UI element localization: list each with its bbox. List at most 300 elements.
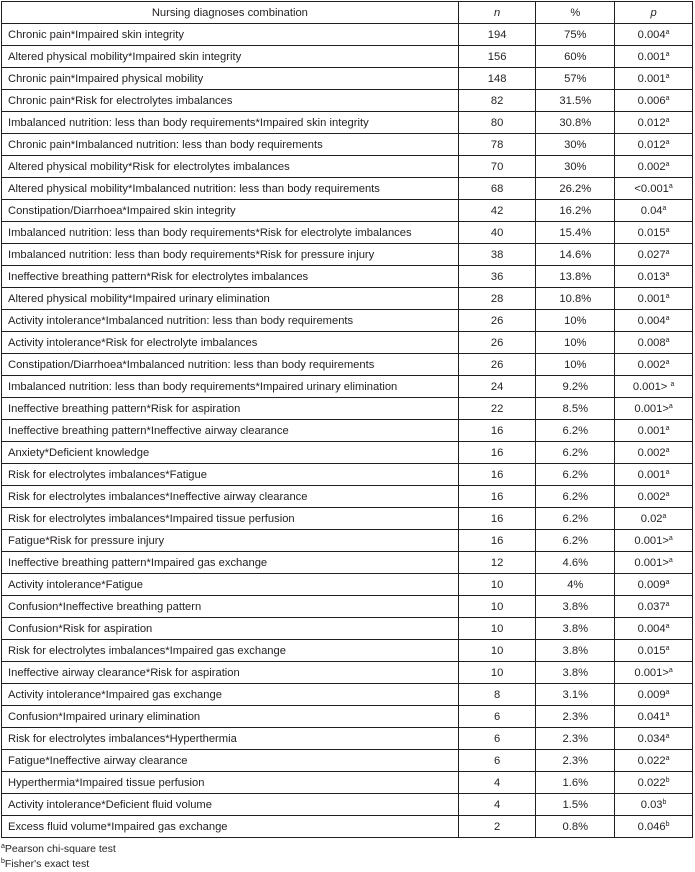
cell-p-text: 0.015 bbox=[637, 226, 666, 239]
table-row bbox=[2, 772, 693, 794]
cell-n bbox=[458, 288, 536, 310]
cell-n bbox=[458, 662, 536, 684]
cell-combination-text: Confusion*Risk for aspiration bbox=[8, 622, 153, 635]
cell-percent-text: 26.2% bbox=[559, 182, 592, 195]
cell-percent bbox=[536, 596, 615, 618]
cell-p-text: 0.008 bbox=[637, 336, 666, 349]
cell-n-text: 4 bbox=[493, 776, 501, 789]
p-footnote-mark: a bbox=[665, 314, 670, 322]
cell-n bbox=[458, 640, 536, 662]
cell-n-text: 70 bbox=[490, 160, 504, 173]
cell-percent bbox=[536, 530, 615, 552]
cell-combination bbox=[2, 552, 459, 574]
cell-percent-text: 30.8% bbox=[559, 116, 592, 129]
cell-n-text: 148 bbox=[487, 72, 507, 85]
table-row bbox=[2, 442, 693, 464]
cell-p bbox=[615, 794, 693, 816]
cell-percent-text: 13.8% bbox=[559, 270, 592, 283]
cell-combination bbox=[2, 530, 459, 552]
table-row bbox=[2, 332, 693, 354]
p-footnote-mark: a bbox=[665, 710, 670, 718]
p-footnote-mark: b bbox=[665, 776, 670, 784]
cell-p-text: 0.034 bbox=[637, 732, 666, 745]
p-footnote-mark: a bbox=[665, 578, 670, 586]
cell-combination-text: Ineffective breathing pattern*Ineffective airway clearance bbox=[8, 424, 289, 437]
cell-percent-text: 4.6% bbox=[562, 556, 589, 569]
cell-combination-text: Risk for electrolytes imbalances*Impaired tissue perfusion bbox=[8, 512, 295, 525]
cell-combination-text: Ineffective breathing pattern*Risk for aspiration bbox=[8, 402, 241, 415]
cell-combination bbox=[2, 112, 459, 134]
cell-n-text: 10 bbox=[490, 578, 504, 591]
cell-p bbox=[615, 486, 693, 508]
cell-percent bbox=[536, 178, 615, 200]
cell-percent bbox=[536, 464, 615, 486]
cell-percent-text: 10% bbox=[564, 314, 587, 327]
cell-p bbox=[615, 750, 693, 772]
cell-n-text: 78 bbox=[490, 138, 504, 151]
cell-combination bbox=[2, 376, 459, 398]
cell-percent bbox=[536, 244, 615, 266]
cell-n bbox=[458, 552, 536, 574]
table-row bbox=[2, 508, 693, 530]
cell-percent-text: 3.1% bbox=[562, 688, 589, 701]
cell-n-text: 6 bbox=[493, 754, 501, 767]
p-footnote-mark: a bbox=[668, 402, 673, 410]
cell-percent bbox=[536, 200, 615, 222]
cell-n bbox=[458, 178, 536, 200]
cell-combination bbox=[2, 178, 459, 200]
cell-combination-text: Chronic pain*Imbalanced nutrition: less than body requirements bbox=[8, 138, 323, 151]
table-row bbox=[2, 288, 693, 310]
cell-combination bbox=[2, 486, 459, 508]
cell-percent-text: 4% bbox=[567, 578, 584, 591]
cell-n bbox=[458, 442, 536, 464]
cell-p-text: 0.013 bbox=[637, 270, 666, 283]
cell-p-text: 0.012 bbox=[637, 116, 666, 129]
cell-p bbox=[615, 596, 693, 618]
cell-n-text: 26 bbox=[490, 336, 504, 349]
cell-combination bbox=[2, 442, 459, 464]
table-row bbox=[2, 156, 693, 178]
p-footnote-mark: a bbox=[665, 490, 670, 498]
cell-combination-text: Imbalanced nutrition: less than body requirements*Impaired urinary elimination bbox=[8, 380, 398, 393]
cell-percent bbox=[536, 442, 615, 464]
cell-combination bbox=[2, 816, 459, 838]
cell-p-text: 0.022 bbox=[637, 776, 666, 789]
p-footnote-mark: a bbox=[665, 94, 670, 102]
table-row bbox=[2, 134, 693, 156]
cell-p-text: 0.001 bbox=[637, 72, 666, 85]
cell-percent-text: 30% bbox=[564, 160, 587, 173]
cell-n-text: 16 bbox=[490, 534, 504, 547]
header-n: n bbox=[458, 2, 536, 24]
table-row bbox=[2, 596, 693, 618]
cell-combination-text: Chronic pain*Impaired skin integrity bbox=[8, 28, 184, 41]
cell-p bbox=[615, 178, 693, 200]
cell-p bbox=[615, 266, 693, 288]
cell-percent bbox=[536, 310, 615, 332]
cell-n-text: 68 bbox=[490, 182, 504, 195]
cell-n bbox=[458, 244, 536, 266]
footnote-mark: a bbox=[1, 843, 5, 850]
cell-n bbox=[458, 530, 536, 552]
cell-n-text: 42 bbox=[490, 204, 504, 217]
cell-percent bbox=[536, 266, 615, 288]
cell-combination-text: Imbalanced nutrition: less than body requirements*Risk for pressure injury bbox=[8, 248, 375, 261]
cell-p bbox=[615, 552, 693, 574]
cell-percent-text: 57% bbox=[564, 72, 587, 85]
table-row bbox=[2, 816, 693, 838]
cell-n bbox=[458, 156, 536, 178]
cell-percent bbox=[536, 134, 615, 156]
table-row bbox=[2, 354, 693, 376]
cell-percent bbox=[536, 684, 615, 706]
cell-n-text: 8 bbox=[493, 688, 501, 701]
cell-p-text: 0.001> bbox=[634, 534, 669, 547]
cell-percent bbox=[536, 222, 615, 244]
p-footnote-mark: a bbox=[665, 468, 670, 476]
cell-n bbox=[458, 772, 536, 794]
cell-percent bbox=[536, 90, 615, 112]
cell-p bbox=[615, 574, 693, 596]
cell-n-text: 6 bbox=[493, 732, 501, 745]
table-row bbox=[2, 706, 693, 728]
cell-p bbox=[615, 442, 693, 464]
cell-percent bbox=[536, 486, 615, 508]
cell-n-text: 10 bbox=[490, 622, 504, 635]
cell-p-text: 0.001 bbox=[637, 50, 666, 63]
cell-n bbox=[458, 332, 536, 354]
header-p: p bbox=[615, 2, 693, 24]
cell-percent bbox=[536, 728, 615, 750]
table-row bbox=[2, 574, 693, 596]
cell-combination bbox=[2, 398, 459, 420]
cell-p bbox=[615, 354, 693, 376]
cell-n-text: 16 bbox=[490, 512, 504, 525]
cell-p bbox=[615, 530, 693, 552]
cell-percent-text: 3.8% bbox=[562, 622, 589, 635]
cell-p-text: 0.002 bbox=[637, 446, 666, 459]
cell-combination-text: Risk for electrolytes imbalances*Hyperthermia bbox=[8, 732, 237, 745]
cell-p-text: 0.004 bbox=[637, 622, 666, 635]
cell-p bbox=[615, 640, 693, 662]
cell-p-text: 0.001 bbox=[637, 292, 666, 305]
table-row bbox=[2, 310, 693, 332]
cell-p-text: 0.002 bbox=[637, 490, 666, 503]
cell-p-text: 0.004 bbox=[637, 28, 666, 41]
cell-p bbox=[615, 508, 693, 530]
cell-percent bbox=[536, 376, 615, 398]
cell-combination-text: Activity intolerance*Deficient fluid volume bbox=[8, 798, 212, 811]
cell-percent-text: 15.4% bbox=[559, 226, 592, 239]
cell-combination-text: Ineffective breathing pattern*Impaired gas exchange bbox=[8, 556, 268, 569]
cell-percent bbox=[536, 772, 615, 794]
cell-n-text: 16 bbox=[490, 424, 504, 437]
cell-percent bbox=[536, 332, 615, 354]
cell-p bbox=[615, 684, 693, 706]
table-header-row bbox=[2, 2, 693, 24]
cell-p bbox=[615, 46, 693, 68]
cell-percent-text: 0.8% bbox=[562, 820, 589, 833]
cell-n-text: 26 bbox=[490, 358, 504, 371]
cell-p bbox=[615, 90, 693, 112]
footnote-mark: b bbox=[1, 858, 5, 865]
cell-n-text: 82 bbox=[490, 94, 504, 107]
p-footnote-mark: a bbox=[665, 600, 670, 608]
cell-p-text: 0.015 bbox=[637, 644, 666, 657]
cell-combination bbox=[2, 24, 459, 46]
cell-percent-text: 9.2% bbox=[562, 380, 589, 393]
cell-n bbox=[458, 200, 536, 222]
p-footnote-mark: a bbox=[665, 28, 670, 36]
cell-percent bbox=[536, 816, 615, 838]
cell-n bbox=[458, 90, 536, 112]
footnotes bbox=[1, 842, 116, 872]
cell-percent bbox=[536, 618, 615, 640]
cell-p-text: 0.004 bbox=[637, 314, 666, 327]
cell-n-text: 12 bbox=[490, 556, 504, 569]
cell-percent bbox=[536, 794, 615, 816]
cell-percent bbox=[536, 750, 615, 772]
cell-combination bbox=[2, 200, 459, 222]
cell-p bbox=[615, 772, 693, 794]
cell-combination bbox=[2, 574, 459, 596]
cell-combination-text: Chronic pain*Impaired physical mobility bbox=[8, 72, 204, 85]
table-row bbox=[2, 486, 693, 508]
footnote-b bbox=[1, 857, 116, 872]
cell-p-text: 0.037 bbox=[637, 600, 666, 613]
cell-percent bbox=[536, 398, 615, 420]
cell-n-text: 16 bbox=[490, 468, 504, 481]
cell-n-text: 24 bbox=[490, 380, 504, 393]
table-row bbox=[2, 640, 693, 662]
cell-percent-text: 31.5% bbox=[559, 94, 592, 107]
cell-percent-text: 10% bbox=[564, 358, 587, 371]
p-footnote-mark: a bbox=[665, 644, 670, 652]
cell-percent-text: 6.2% bbox=[562, 490, 589, 503]
p-footnote-mark: a bbox=[665, 754, 670, 762]
cell-p-text: 0.03 bbox=[640, 798, 663, 811]
cell-percent bbox=[536, 706, 615, 728]
table-row bbox=[2, 398, 693, 420]
cell-n-text: 2 bbox=[493, 820, 501, 833]
cell-combination-text: Risk for electrolytes imbalances*Fatigue bbox=[8, 468, 207, 481]
cell-combination bbox=[2, 222, 459, 244]
cell-percent-text: 1.5% bbox=[562, 798, 589, 811]
table-row bbox=[2, 530, 693, 552]
cell-combination-text: Fatigue*Risk for pressure injury bbox=[8, 534, 165, 547]
table-row bbox=[2, 552, 693, 574]
cell-percent bbox=[536, 24, 615, 46]
cell-combination-text: Altered physical mobility*Risk for electrolytes imbalances bbox=[8, 160, 290, 173]
cell-percent bbox=[536, 662, 615, 684]
cell-n bbox=[458, 816, 536, 838]
cell-combination-text: Altered physical mobility*Impaired urinary elimination bbox=[8, 292, 270, 305]
cell-combination bbox=[2, 640, 459, 662]
cell-combination-text: Excess fluid volume*Impaired gas exchange bbox=[8, 820, 228, 833]
cell-combination bbox=[2, 354, 459, 376]
cell-combination-text: Activity intolerance*Imbalanced nutrition: less than body requirements bbox=[8, 314, 354, 327]
cell-combination-text: Constipation/Diarrhoea*Imbalanced nutrition: less than body requirements bbox=[8, 358, 375, 371]
cell-p bbox=[615, 112, 693, 134]
footnote-text: Fisher's exact test bbox=[4, 858, 90, 870]
cell-combination bbox=[2, 288, 459, 310]
p-footnote-mark: a bbox=[665, 446, 670, 454]
cell-percent-text: 6.2% bbox=[562, 468, 589, 481]
cell-n bbox=[458, 728, 536, 750]
cell-n-text: 10 bbox=[490, 644, 504, 657]
cell-combination bbox=[2, 596, 459, 618]
cell-p bbox=[615, 706, 693, 728]
cell-p-text: 0.001> bbox=[634, 556, 669, 569]
cell-percent-text: 2.3% bbox=[562, 754, 589, 767]
cell-combination-text: Confusion*Ineffective breathing pattern bbox=[8, 600, 202, 613]
cell-p-text: 0.012 bbox=[637, 138, 666, 151]
table-row bbox=[2, 420, 693, 442]
cell-p-text: 0.001> bbox=[632, 380, 671, 393]
p-footnote-mark: a bbox=[665, 138, 670, 146]
cell-n-text: 26 bbox=[490, 314, 504, 327]
table-row bbox=[2, 684, 693, 706]
table-row bbox=[2, 68, 693, 90]
cell-p bbox=[615, 156, 693, 178]
cell-percent bbox=[536, 640, 615, 662]
cell-percent bbox=[536, 112, 615, 134]
cell-percent-text: 30% bbox=[564, 138, 587, 151]
cell-percent bbox=[536, 46, 615, 68]
cell-p bbox=[615, 618, 693, 640]
cell-p-text: 0.001> bbox=[634, 402, 669, 415]
cell-combination-text: Activity intolerance*Impaired gas exchange bbox=[8, 688, 222, 701]
cell-n-text: 16 bbox=[490, 490, 504, 503]
cell-p-text: 0.027 bbox=[637, 248, 666, 261]
p-footnote-mark: a bbox=[670, 380, 675, 388]
cell-percent-text: 6.2% bbox=[562, 534, 589, 547]
cell-n-text: 10 bbox=[490, 666, 504, 679]
cell-combination bbox=[2, 662, 459, 684]
cell-combination bbox=[2, 464, 459, 486]
cell-percent-text: 3.8% bbox=[562, 600, 589, 613]
cell-p bbox=[615, 420, 693, 442]
cell-p-text: 0.002 bbox=[637, 358, 666, 371]
cell-p bbox=[615, 134, 693, 156]
cell-n-text: 22 bbox=[490, 402, 504, 415]
cell-combination-text: Altered physical mobility*Impaired skin integrity bbox=[8, 50, 242, 63]
p-footnote-mark: a bbox=[665, 270, 670, 278]
cell-combination-text: Ineffective breathing pattern*Risk for electrolytes imbalances bbox=[8, 270, 309, 283]
cell-n bbox=[458, 684, 536, 706]
p-footnote-mark: a bbox=[668, 556, 673, 564]
cell-p bbox=[615, 200, 693, 222]
cell-combination-text: Fatigue*Ineffective airway clearance bbox=[8, 754, 188, 767]
cell-percent-text: 6.2% bbox=[562, 512, 589, 525]
cell-percent-text: 10% bbox=[564, 336, 587, 349]
cell-percent-text: 1.6% bbox=[562, 776, 589, 789]
cell-percent bbox=[536, 354, 615, 376]
p-footnote-mark: a bbox=[665, 622, 670, 630]
cell-p bbox=[615, 24, 693, 46]
cell-percent bbox=[536, 288, 615, 310]
cell-n-text: 40 bbox=[490, 226, 504, 239]
cell-combination bbox=[2, 90, 459, 112]
cell-p bbox=[615, 222, 693, 244]
cell-n bbox=[458, 134, 536, 156]
cell-combination bbox=[2, 134, 459, 156]
table-row bbox=[2, 46, 693, 68]
cell-p-text: 0.04 bbox=[640, 204, 663, 217]
cell-combination bbox=[2, 508, 459, 530]
p-footnote-mark: a bbox=[665, 336, 670, 344]
p-footnote-mark: a bbox=[665, 226, 670, 234]
cell-n-text: 36 bbox=[490, 270, 504, 283]
cell-n bbox=[458, 24, 536, 46]
cell-combination bbox=[2, 750, 459, 772]
cell-n-text: 38 bbox=[490, 248, 504, 261]
cell-n bbox=[458, 464, 536, 486]
footnote-text: Pearson chi-square test bbox=[4, 843, 116, 855]
cell-n bbox=[458, 750, 536, 772]
p-footnote-mark: b bbox=[665, 820, 670, 828]
table-row bbox=[2, 464, 693, 486]
table-row bbox=[2, 618, 693, 640]
cell-p bbox=[615, 288, 693, 310]
cell-percent-text: 6.2% bbox=[562, 424, 589, 437]
cell-p-text: 0.001 bbox=[637, 468, 666, 481]
cell-p bbox=[615, 68, 693, 90]
cell-n-text: 16 bbox=[490, 446, 504, 459]
cell-percent-text: 3.8% bbox=[562, 644, 589, 657]
cell-combination bbox=[2, 310, 459, 332]
cell-n-text: 4 bbox=[493, 798, 501, 811]
cell-n bbox=[458, 266, 536, 288]
cell-n bbox=[458, 46, 536, 68]
cell-combination-text: Altered physical mobility*Imbalanced nutrition: less than body requirements bbox=[8, 182, 380, 195]
table-row bbox=[2, 178, 693, 200]
cell-n bbox=[458, 112, 536, 134]
cell-percent-text: 14.6% bbox=[559, 248, 592, 261]
table-row bbox=[2, 728, 693, 750]
cell-n bbox=[458, 486, 536, 508]
cell-combination bbox=[2, 728, 459, 750]
cell-n bbox=[458, 508, 536, 530]
cell-combination bbox=[2, 156, 459, 178]
cell-combination-text: Ineffective airway clearance*Risk for aspiration bbox=[8, 666, 240, 679]
cell-combination-text: Chronic pain*Risk for electrolytes imbalances bbox=[8, 94, 233, 107]
p-footnote-mark: a bbox=[665, 116, 670, 124]
cell-n bbox=[458, 794, 536, 816]
cell-p-text: 0.02 bbox=[640, 512, 663, 525]
cell-combination-text: Confusion*Impaired urinary elimination bbox=[8, 710, 201, 723]
cell-percent-text: 6.2% bbox=[562, 446, 589, 459]
table-row bbox=[2, 90, 693, 112]
cell-percent-text: 3.8% bbox=[562, 666, 589, 679]
cell-combination-text: Activity intolerance*Risk for electrolyte imbalances bbox=[8, 336, 258, 349]
table-row bbox=[2, 750, 693, 772]
cell-p-text: 0.022 bbox=[637, 754, 666, 767]
cell-p-text: <0.001 bbox=[634, 182, 669, 195]
cell-combination bbox=[2, 420, 459, 442]
table-row bbox=[2, 244, 693, 266]
cell-p bbox=[615, 244, 693, 266]
cell-combination-text: Hyperthermia*Impaired tissue perfusion bbox=[8, 776, 205, 789]
cell-p bbox=[615, 464, 693, 486]
cell-combination bbox=[2, 684, 459, 706]
cell-p bbox=[615, 398, 693, 420]
p-footnote-mark: a bbox=[665, 358, 670, 366]
cell-p bbox=[615, 816, 693, 838]
p-footnote-mark: a bbox=[665, 424, 670, 432]
cell-combination bbox=[2, 244, 459, 266]
